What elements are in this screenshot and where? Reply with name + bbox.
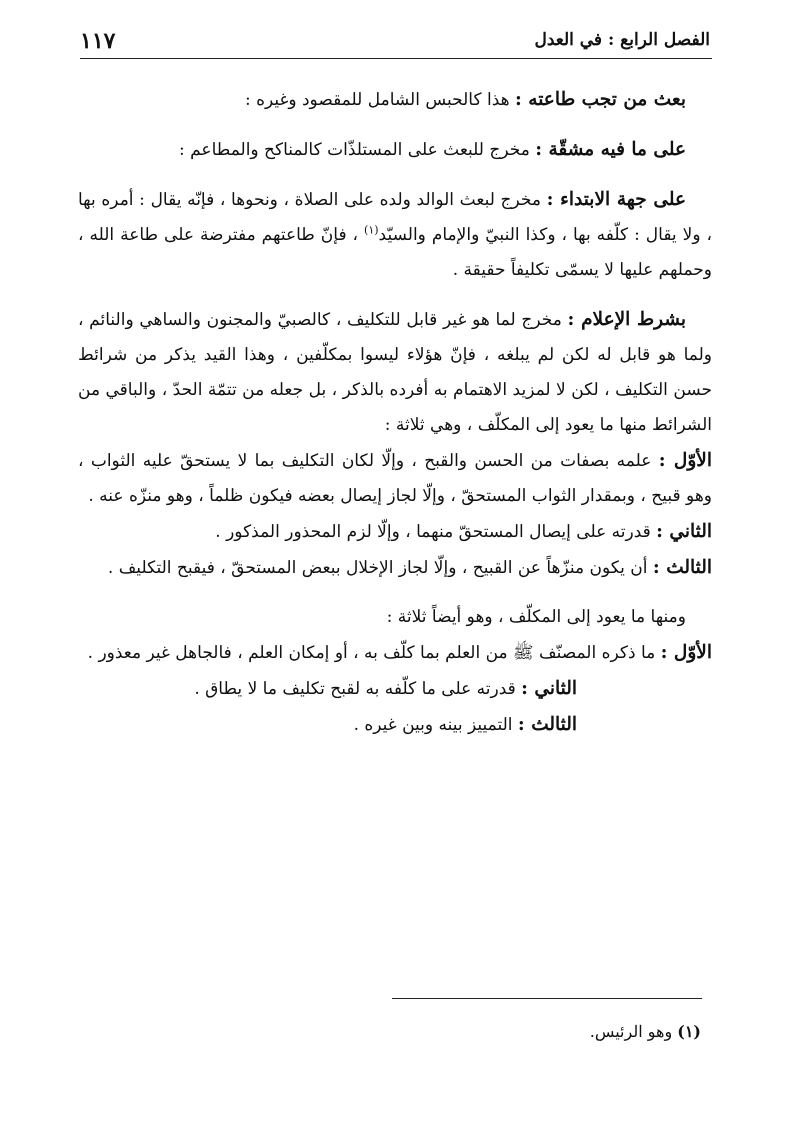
term-label: الثاني : [656,521,712,542]
paragraph-6 [78,514,712,550]
footnote-rule [392,998,702,999]
paragraph-7 [78,550,712,586]
paragraph-text: مخرج لما هو غير قابل للتكليف ، كالصبيّ والمجنون والساهي والنائم ، ولما هو قابل له لكن لم يبلغه ، فإنّ هؤلاء ليسوا بمكلّفين ، وهذا القيد يذكر من شرائط حسن التكليف ، لكن لا لمزيد الاهتمام به أفرده بالذكر ، بل جعله من تتمّة الحدّ ، والباقي من الشرائط منها ما يعود إلى المكلّف ، وهي ثلاثة : [78,310,712,435]
paragraph-10 [78,671,712,707]
paragraph-5 [78,443,712,514]
page-header [80,28,710,62]
paragraph-text: أن يكون منزّهاً عن القبيح ، وإلّا لجاز الإخلال ببعض المستحقّ ، فيقبح التكليف . [107,558,653,578]
paragraph-4 [78,302,712,443]
paragraph-text: هذا كالحبس الشامل للمقصود وغيره : [244,90,516,110]
paragraph-2 [78,132,712,168]
term-label: بشرط الإعلام : [567,309,686,330]
paragraph-text: مخرج للبعث على المستلذّات كالمناكح والمطاعم : [178,140,536,160]
running-title: الفصل الرابع : في العدل [534,30,710,50]
footnote-marker: (١) [364,223,379,237]
term-label: بعث من تجب طاعته : [515,89,686,110]
paragraph-text: علمه بصفات من الحسن والقبح ، وإلّا لكان التكليف بما لا يستحقّ عليه الثواب ، وهو قبيح ، وبمقدار الثواب المستحقّ ، وإلّا لجاز إيصال بعضه فيكون ظلماً ، وهو منزّه عنه . [78,451,712,506]
term-label: الثالث : [652,557,712,578]
page-number: ١١٧ [80,28,116,54]
body-text [78,82,712,743]
footnote [590,1022,701,1041]
paragraph-text: قدرته على ما كلّفه به لقبح تكليف ما لا يطاق . [194,679,522,699]
footnote-number: (١) [677,1022,701,1041]
paragraph-text: ، فإنّ طاعتهم مفترضة على طاعة الله ، وحملهم عليها لا يسمّى تكليفاً حقيقة . [78,225,712,280]
paragraph-1 [78,82,712,118]
term-label: على جهة الابتداء : [546,189,686,210]
paragraph-11 [78,707,712,743]
paragraph-text: ما ذكره المصنّف ﷺ من العلم بما كلّف به ، أو إمكان العلم ، فالجاهل غير معذور . [87,643,661,663]
term-label: الثالث : [517,714,577,735]
paragraph-9 [78,635,712,671]
paragraph-8 [78,600,712,635]
footnote-text: وهو الرئيس. [589,1022,678,1041]
paragraph-text: مخرج لبعث الوالد ولده على الصلاة ، ونحوها ، فإنّه يقال : أمره بها ، ولا يقال : كلّفه بها ، وكذا النبيّ والإمام والسيّد [78,190,712,245]
term-label: الأوّل : [660,642,712,663]
term-label: الأوّل : [658,450,712,471]
paragraph-text: ومنها ما يعود إلى المكلّف ، وهو أيضاً ثلاثة : [386,607,686,627]
paragraph-text: التمييز بينه وبين غيره . [353,715,518,735]
term-label: الثاني : [521,678,577,699]
header-rule [80,58,712,59]
term-label: على ما فيه مشقّة : [535,139,686,160]
paragraph-3 [78,182,712,288]
paragraph-text: قدرته على إيصال المستحقّ منهما ، وإلّا لزم المحذور المذكور . [215,522,657,542]
